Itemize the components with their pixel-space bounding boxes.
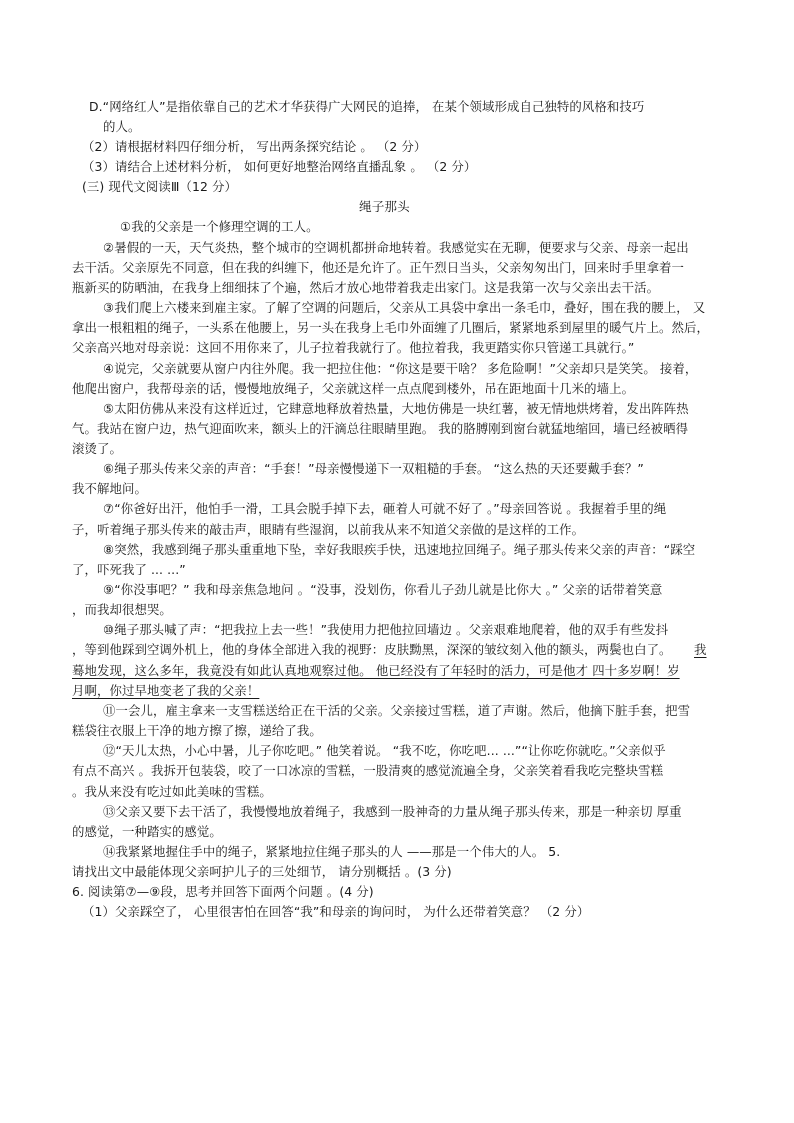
text-line: 了，吓死我了 ... ...” [72, 562, 186, 577]
text-line: 我 [694, 642, 707, 657]
text-line: 子，听着绳子那头传来的敲击声，眼睛有些湿润，以前我从来不知道父亲做的是这样的工作。 [72, 522, 585, 537]
text-line: (三) 现代文阅读Ⅲ（12 分） [82, 179, 237, 194]
text-line: 的人。 [103, 119, 141, 134]
text-line: 瓶新买的防晒油，在我身上细细抹了个遍，然后才放心地带着我走出家门。这是我第一次与父亲出去干活。 [72, 280, 660, 295]
text-line: （1）父亲踩空了， 心里很害怕在回答“我”和母亲的询问时， 为什么还带着笑意？ （2 分） [82, 904, 590, 919]
text-line: ，而我却很想哭。 [72, 602, 172, 617]
text-line: （3）请结合上述材料分析， 如何更好地整治网络直播乱象 。 （2 分） [82, 159, 477, 174]
text-line: 我不解地问。 [72, 481, 147, 496]
text-line: ③我们爬上六楼来到雇主家。了解了空调的问题后，父亲从工具袋中拿出一条毛巾，叠好，围在我的腰上， 又 [103, 300, 706, 315]
text-line: ⑥绳子那头传来父亲的声音：“手套！”母亲慢慢递下一双粗糙的手套。 “这么热的天还要戴手套？” [103, 461, 644, 476]
text-line: ，等到他踩到空调外机上，他的身体全部进入我的视野：皮肤黝黑，深深的皱纹刻入他的额头，两鬓也白了。 [72, 642, 672, 657]
text-line: ②暑假的一天，天气炎热，整个城市的空调机都拼命地转着。我感觉实在无聊，便要求与父亲、母亲一起出 [103, 240, 689, 255]
text-line: 滚烫了。 [72, 441, 122, 456]
text-line: 去干活。父亲原先不同意，但在我的纠缠下，他还是允许了。正午烈日当头，父亲匆匆出门，回来时手里拿着一 [72, 260, 685, 275]
text-line: ⑧突然，我感到绳子那头重重地下坠，幸好我眼疾手快，迅速地拉回绳子。绳子那头传来父亲的声音：“踩空 [103, 542, 696, 557]
text-line: D.“网络红人”是指依靠自己的艺术才华获得广大网民的追捧， 在某个领域形成自己独特的风格和技巧 [89, 99, 645, 114]
text-line: 拿出一根粗粗的绳子，一头系在他腰上，另一头在我身上毛巾外面缠了几圈后，紧紧地系到屋里的暖气片上。然后， [72, 320, 710, 335]
text-line: ⑭我紧紧地握住手中的绳子，紧紧地拉住绳子那头的人 ——那是一个伟大的人。 5. [103, 844, 561, 859]
text-line: 请找出文中最能体现父亲呵护儿子的三处细节， 请分别概括 。(3 分) [72, 864, 452, 879]
text-line: 他爬出窗户，我帮母亲的话，慢慢地放绳子，父亲就这样一点点爬到楼外，吊在距地面十几米的墙上。 [72, 381, 635, 396]
text-line: 有点不高兴 。我拆开包装袋，咬了一口冰凉的雪糕，一股清爽的感觉流遍全身，父亲笑着看我吃完整块雪糕 [72, 763, 664, 778]
text-line: 月啊，你过早地变老了我的父亲！ [72, 683, 260, 698]
text-line: ④说完，父亲就要从窗户内往外爬。我一把拉住他：“你这是要干啥？ 多危险啊！”父亲却只是笑笑。 接着， [103, 361, 698, 376]
text-line: 气。我站在窗户边，热气迎面吹来，额头上的汗滴总往眼睛里跑。 我的胳膊刚到窗台就猛地缩回，墙已经被晒得 [72, 421, 689, 436]
text-line: ⑨“你没事吧？” 我和母亲焦急地问 。“没事，没划伤，你看儿子劲儿就是比你大 。” 父亲的话带着笑意 [103, 582, 663, 597]
text-line: 的感觉，一种踏实的感觉。 [72, 824, 222, 839]
text-line: ⑫“天儿太热，小心中暑，儿子你吃吧。” 他笑着说。 “我不吃，你吃吧... ...”“让你吃你就吃。”父亲似乎 [103, 743, 666, 758]
text-line: ⑬父亲又要下去干活了，我慢慢地放着绳子，我感到一股神奇的力量从绳子那头传来，那是一种亲切 厚重 [103, 804, 682, 819]
text-line: ⑦“你爸好出汗，他怕手一滑，工具会脱手掉下去，砸着人可就不好了 。”母亲回答说 。我握着手里的绳 [103, 501, 667, 516]
text-line: ⑩绳子那头喊了声：“把我拉上去一些！”我使用力把他拉回墙边 。父亲艰难地爬着，他的双手有些发抖 [103, 622, 669, 637]
text-line: 父亲高兴地对母亲说：这回不用你来了，儿子拉着我就行了。他拉着我，我更踏实你只管递工具就行。” [72, 340, 635, 355]
text-line: （2）请根据材料四仔细分析， 写出两条探究结论 。 （2 分） [82, 139, 427, 154]
text-line: 蓦地发现，这么多年，我竟没有如此认真地观察过他。 他已经没有了年轻时的活力，可是他才 四十多岁啊！岁 [72, 663, 680, 678]
text-line: ⑤太阳仿佛从来没有这样近过，它肆意地释放着热量，大地仿佛是一块红薯，被无情地烘烤着，发出阵阵热 [103, 401, 689, 416]
text-line: 6. 阅读第⑦—⑨段，思考并回答下面两个问题 。(4 分) [72, 884, 374, 899]
text-line: 糕袋往衣服上干净的地方擦了擦，递给了我。 [72, 723, 322, 738]
passage-title: 绳子那头 [359, 199, 410, 214]
text-line: ⑪一会儿，雇主拿来一支雪糕送给正在干活的父亲。父亲接过雪糕，道了声谢。然后，他摘下脏手套，把雪 [103, 703, 691, 718]
text-line: ①我的父亲是一个修理空调的工人。 [120, 219, 319, 234]
text-line: 。我从来没有吃过如此美味的雪糕。 [72, 784, 272, 799]
